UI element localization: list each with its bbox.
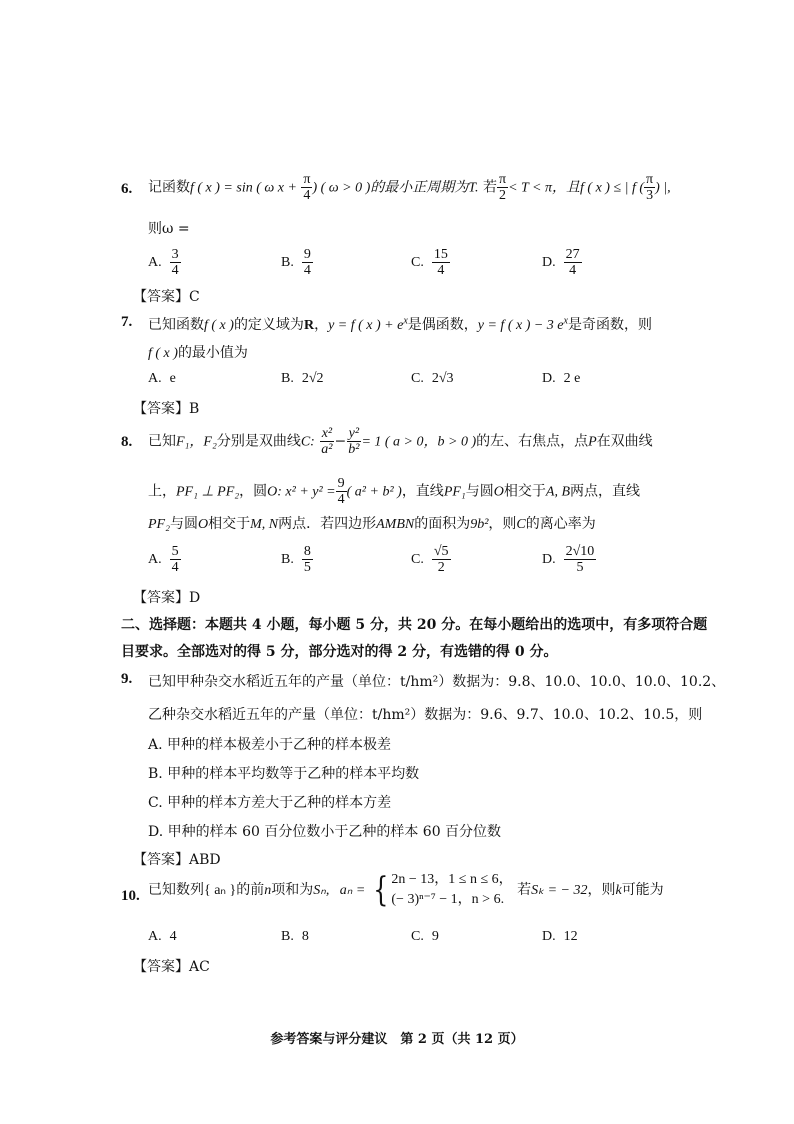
option-d: D. 12 xyxy=(542,929,578,944)
option-a: A. $\frac{5}{4}$ xyxy=(148,544,179,575)
question-8-line-2: 上，PF₁ ⊥ PF₂，圆O: x² + y² = $\frac{9}{4}$ ( a² + b² )，直线PF₁与圆O相交于A, B两点，直线 xyxy=(148,476,641,507)
question-9-line-1: 已知甲种杂交水稻近五年的产量（单位：t/hm²）数据为：9.8、10.0、10.0、10.0、10.2、 xyxy=(148,674,726,690)
option-d: D. $\frac{27}{4}$ xyxy=(542,247,580,278)
option-d: D. 2 e xyxy=(542,371,581,386)
answer-label: 【答案】C xyxy=(133,289,200,305)
fraction-pi-over-3: $\frac{\pi}{3}$ xyxy=(646,172,654,203)
option-a: A. e xyxy=(148,371,176,386)
question-7-line-1: 已知函数f ( x )的定义域为R，y = f ( x ) + $e^x$是偶函数，y = f ( x ) − 3 $e^x$是奇函数，则 xyxy=(148,315,652,333)
question-number: 6. xyxy=(121,181,133,197)
question-number: 7. xyxy=(121,314,133,330)
piecewise-cases: 2n − 13，1 ≤ n ≤ 6， (− 3)ⁿ⁻⁷ − 1，n > 6. xyxy=(391,872,513,907)
option-b: B. 甲种的样本平均数等于乙种的样本平均数 xyxy=(148,766,420,782)
option-b: B. 8 xyxy=(281,929,309,944)
answer-label: 【答案】AC xyxy=(133,959,210,975)
option-c: C. 9 xyxy=(411,929,439,944)
option-c: C. 2√3 xyxy=(411,371,454,386)
question-6-line-1: 记函数f ( x ) = sin ( ω x + $\frac{\pi}{4}$ ) ( ω > 0 )的最小正周期为T. 若 $\frac{\pi}{2}$ < T < π，且f ( x ) ≤ | f ( $\frac{\pi}{3}$ ) |, xyxy=(148,172,671,203)
fraction-pi-over-2: $\frac{\pi}{2}$ xyxy=(498,172,507,203)
option-b: B. 2√2 xyxy=(281,371,324,386)
question-8-line-3: PF₂与圆O相交于M, N两点．若四边形AMBN的面积为9b²，则C的离心率为 xyxy=(148,516,596,532)
page-footer: 参考答案与评分建议 第 2 页（共 12 页） xyxy=(270,1032,524,1047)
question-10-line-1: 已知数列{ aₙ }的前n项和为Sₙ, aₙ = { 2n − 13，1 ≤ n ≤ 6， (− 3)ⁿ⁻⁷ − 1，n > 6. 若Sₖ = − 32，则k可能为 xyxy=(148,870,664,910)
answer-label: 【答案】ABD xyxy=(133,852,221,868)
option-a: A. 4 xyxy=(148,929,177,944)
question-number: 9. xyxy=(121,671,133,687)
option-c: C. 甲种的样本方差大于乙种的样本方差 xyxy=(148,795,392,811)
fraction-pi-over-4: $\frac{\pi}{4}$ xyxy=(303,172,311,203)
option-d: D. 甲种的样本 60 百分位数小于乙种的样本 60 百分位数 xyxy=(148,824,502,840)
fraction-y-sq-over-b-sq: $\frac{\text{y²}}{\text{b²}}$ xyxy=(348,426,360,457)
question-9-line-2: 乙种杂交水稻近五年的产量（单位：t/hm²）数据为：9.6、9.7、10.0、10.2、10.5，则 xyxy=(148,707,703,723)
question-number: 10. xyxy=(121,888,140,904)
question-number: 8. xyxy=(121,434,133,450)
fraction-x-sq-over-a-sq: $\frac{\text{x²}}{\text{a²}}$ xyxy=(321,426,333,457)
option-c: C. $\frac{15}{4}$ xyxy=(411,247,448,278)
option-c: C. $\frac{√5}{2}$ xyxy=(411,544,449,575)
option-b: B. $\frac{9}{4}$ xyxy=(281,247,311,278)
question-8-line-1: 已知F₁，F₂分别是双曲线C: $\frac{\text{x²}}{\text{a²}}$ − $\frac{\text{y²}}{\text{b²}}$ = 1 ( a > 0，b > 0 )的左、右焦点，点P在双曲线 xyxy=(148,426,653,457)
answer-label: 【答案】B xyxy=(133,401,200,417)
question-7-line-2: f ( x )的最小值为 xyxy=(148,345,248,361)
brace-icon: { xyxy=(372,870,389,910)
option-a: A. 甲种的样本极差小于乙种的样本极差 xyxy=(148,737,392,753)
option-a: A. $\frac{3}{4}$ xyxy=(148,247,179,278)
question-6-line-2: 则ω = xyxy=(148,221,190,237)
option-d: D. $\frac{2√10}{5}$ xyxy=(542,544,595,575)
answer-label: 【答案】D xyxy=(133,590,201,606)
fraction-9-over-4: $\frac{9}{4}$ xyxy=(337,476,345,507)
option-b: B. $\frac{8}{5}$ xyxy=(281,544,311,575)
